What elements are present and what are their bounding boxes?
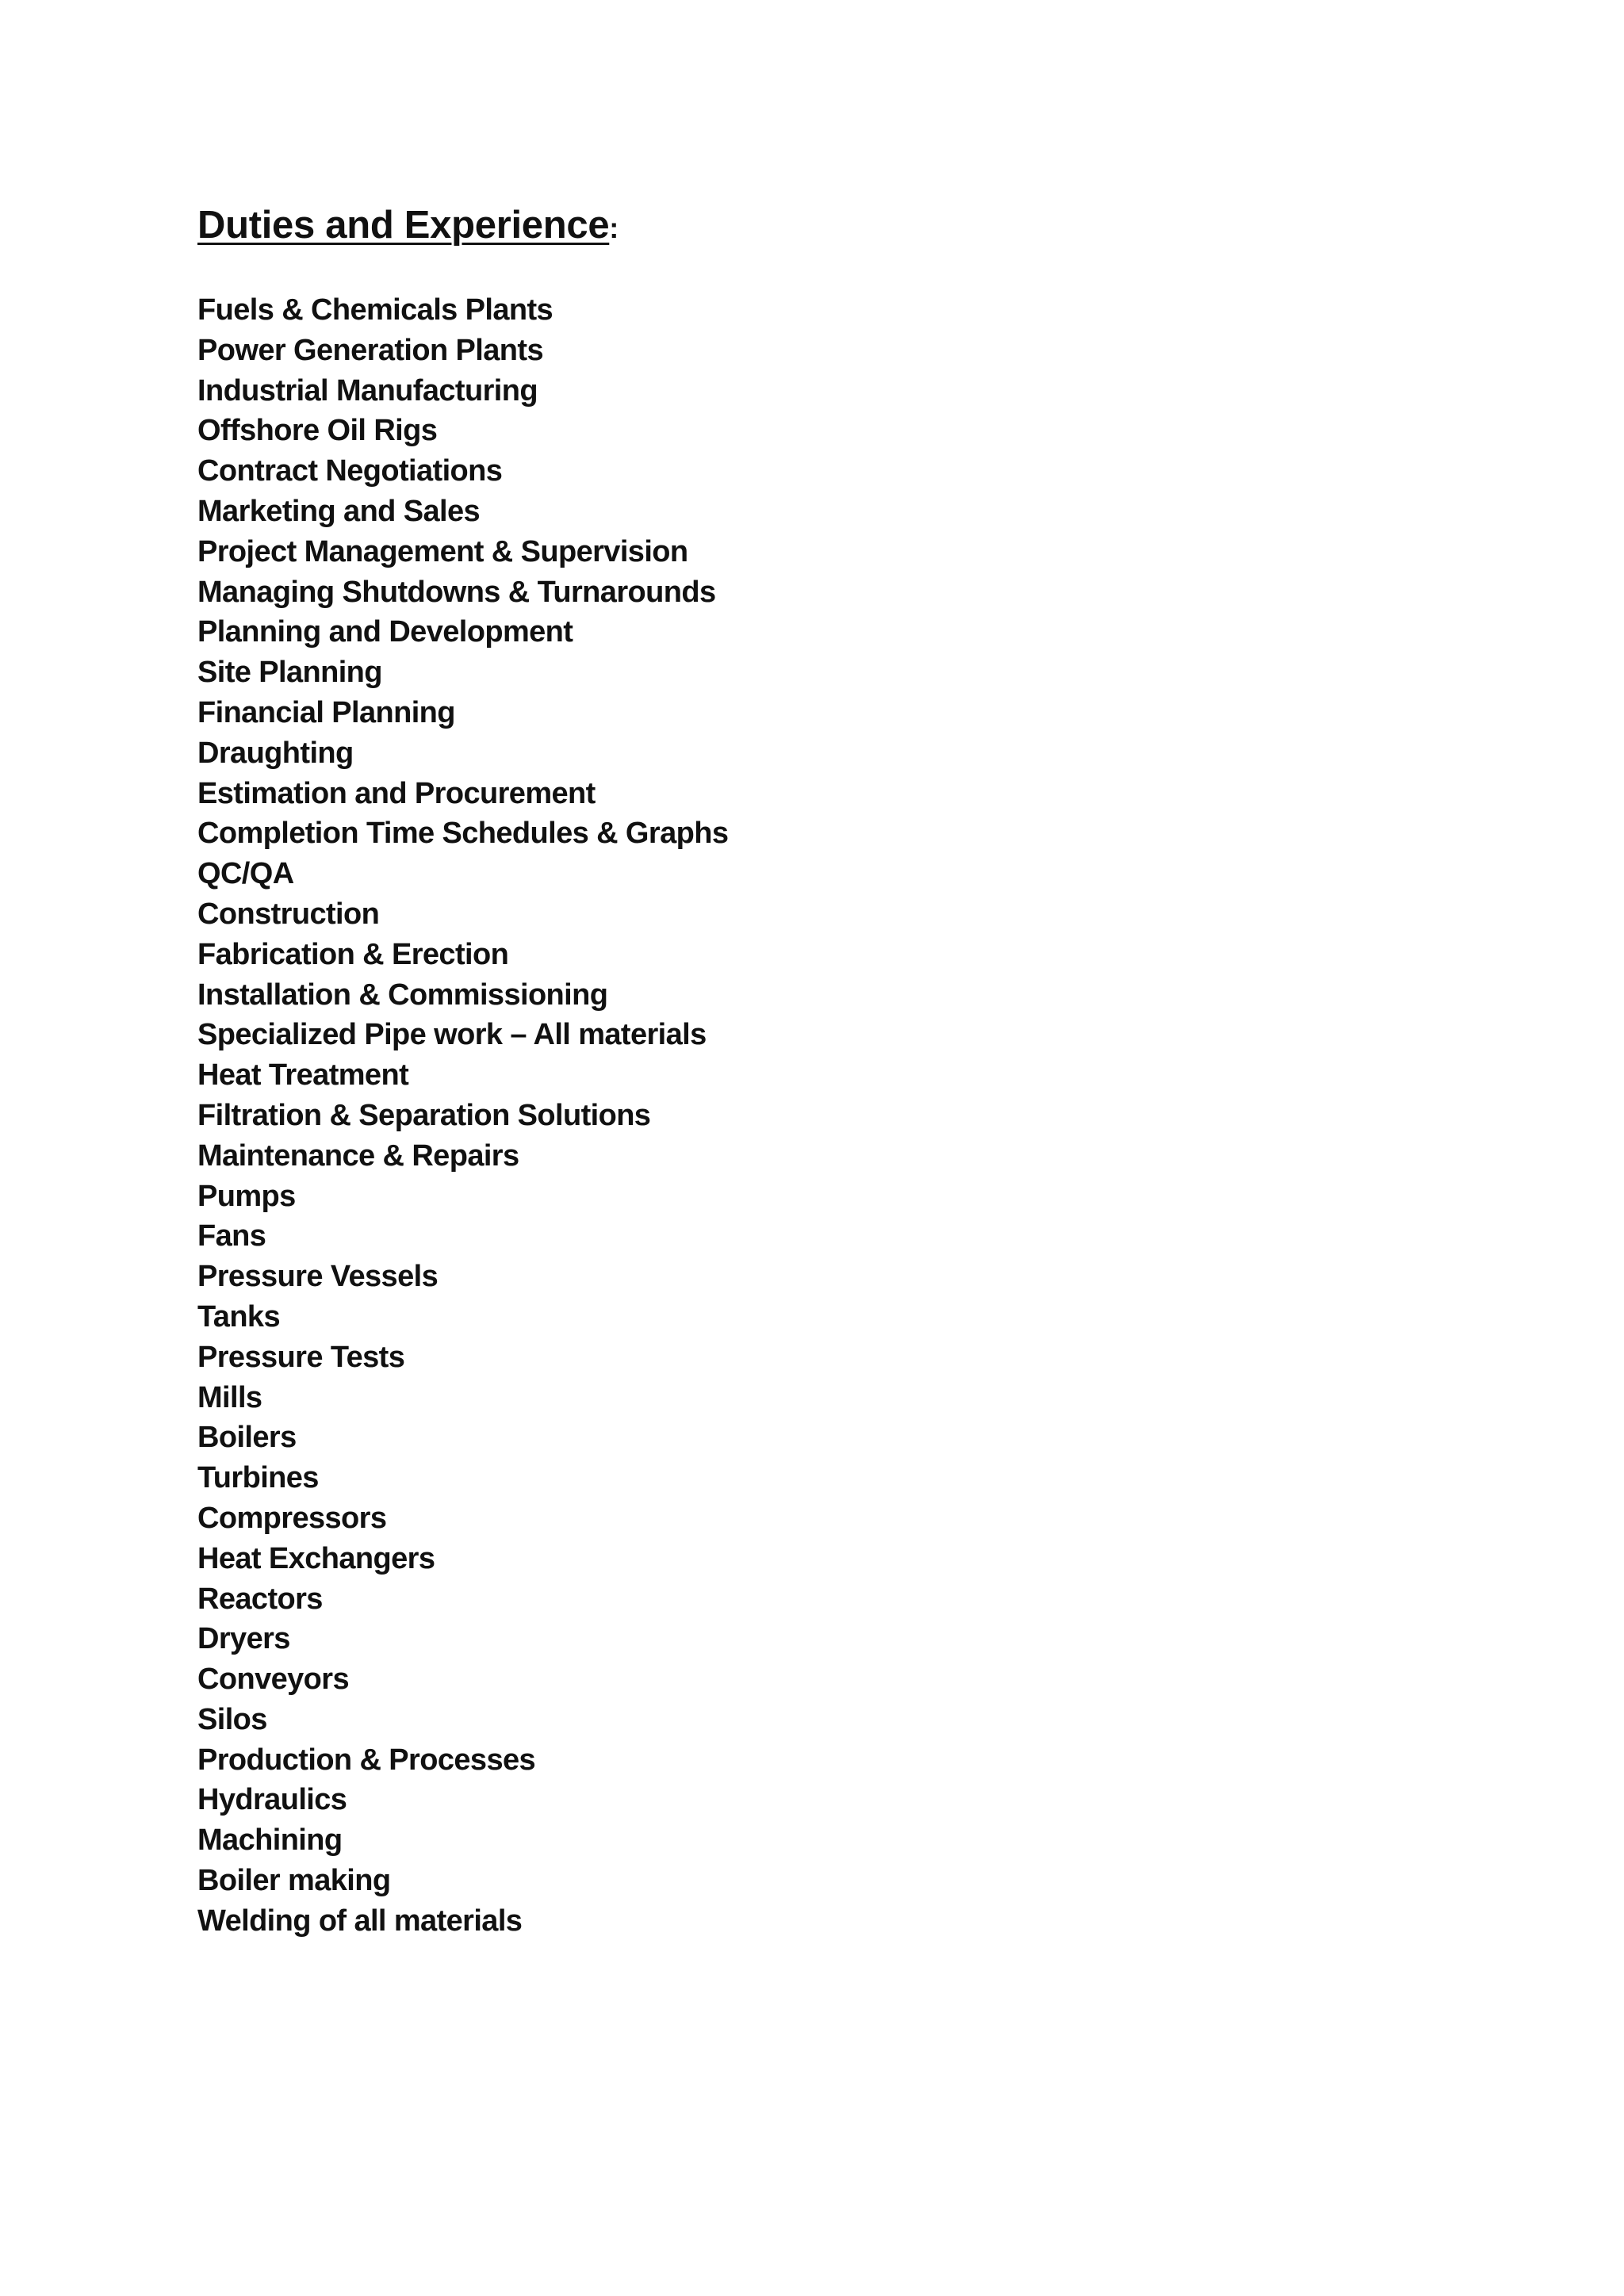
list-item: Construction <box>197 897 380 931</box>
list-item: Power Generation Plants <box>197 333 543 367</box>
list-item: Welding of all materials <box>197 1904 523 1938</box>
list-item: Pressure Vessels <box>197 1260 439 1294</box>
list-item: Compressors <box>197 1501 387 1535</box>
list-item: Turbines <box>197 1461 319 1495</box>
list-item: Planning and Development <box>197 615 573 649</box>
list-item: Silos <box>197 1702 267 1736</box>
document-content <box>197 197 1387 1938</box>
duties-list <box>197 290 728 1942</box>
list-item: Heat Exchangers <box>197 1541 435 1575</box>
list-item: Pumps <box>197 1179 296 1213</box>
list-item: Tanks <box>197 1299 281 1334</box>
list-item: Hydraulics <box>197 1783 347 1817</box>
list-item: Pressure Tests <box>197 1340 405 1374</box>
list-item: Conveyors <box>197 1663 350 1697</box>
list-item: Industrial Manufacturing <box>197 373 538 408</box>
list-item: Offshore Oil Rigs <box>197 414 438 448</box>
list-item: Estimation and Procurement <box>197 776 596 810</box>
list-item: Filtration & Separation Solutions <box>197 1098 651 1132</box>
section-heading <box>197 197 1387 257</box>
list-item: Marketing and Sales <box>197 494 481 528</box>
list-item: Heat Treatment <box>197 1058 409 1093</box>
list-item: Mills <box>197 1380 262 1414</box>
list-item: Fans <box>197 1219 266 1253</box>
list-item: Production & Processes <box>197 1743 536 1777</box>
list-item: QC/QA <box>197 857 294 891</box>
list-item: Boiler making <box>197 1864 391 1898</box>
list-item: Installation & Commissioning <box>197 978 608 1012</box>
list-item: Managing Shutdowns & Turnarounds <box>197 575 716 609</box>
list-item: Maintenance & Repairs <box>197 1138 519 1173</box>
list-item: Site Planning <box>197 656 382 690</box>
section-heading-text: Duties and Experience <box>197 204 610 247</box>
list-item: Draughting <box>197 736 354 770</box>
list-item: Boilers <box>197 1421 297 1455</box>
list-item: Dryers <box>197 1622 290 1656</box>
list-item: Contract Negotiations <box>197 454 503 488</box>
list-item: Fuels & Chemicals Plants <box>197 293 553 327</box>
list-item: Specialized Pipe work – All materials <box>197 1018 707 1052</box>
section-heading-colon: : <box>609 212 619 244</box>
list-item: Completion Time Schedules & Graphs <box>197 817 729 851</box>
list-item: Project Management & Supervision <box>197 534 688 568</box>
list-item: Fabrication & Erection <box>197 937 509 971</box>
list-item: Reactors <box>197 1582 323 1616</box>
list-item: Machining <box>197 1823 343 1858</box>
list-item: Financial Planning <box>197 695 455 729</box>
